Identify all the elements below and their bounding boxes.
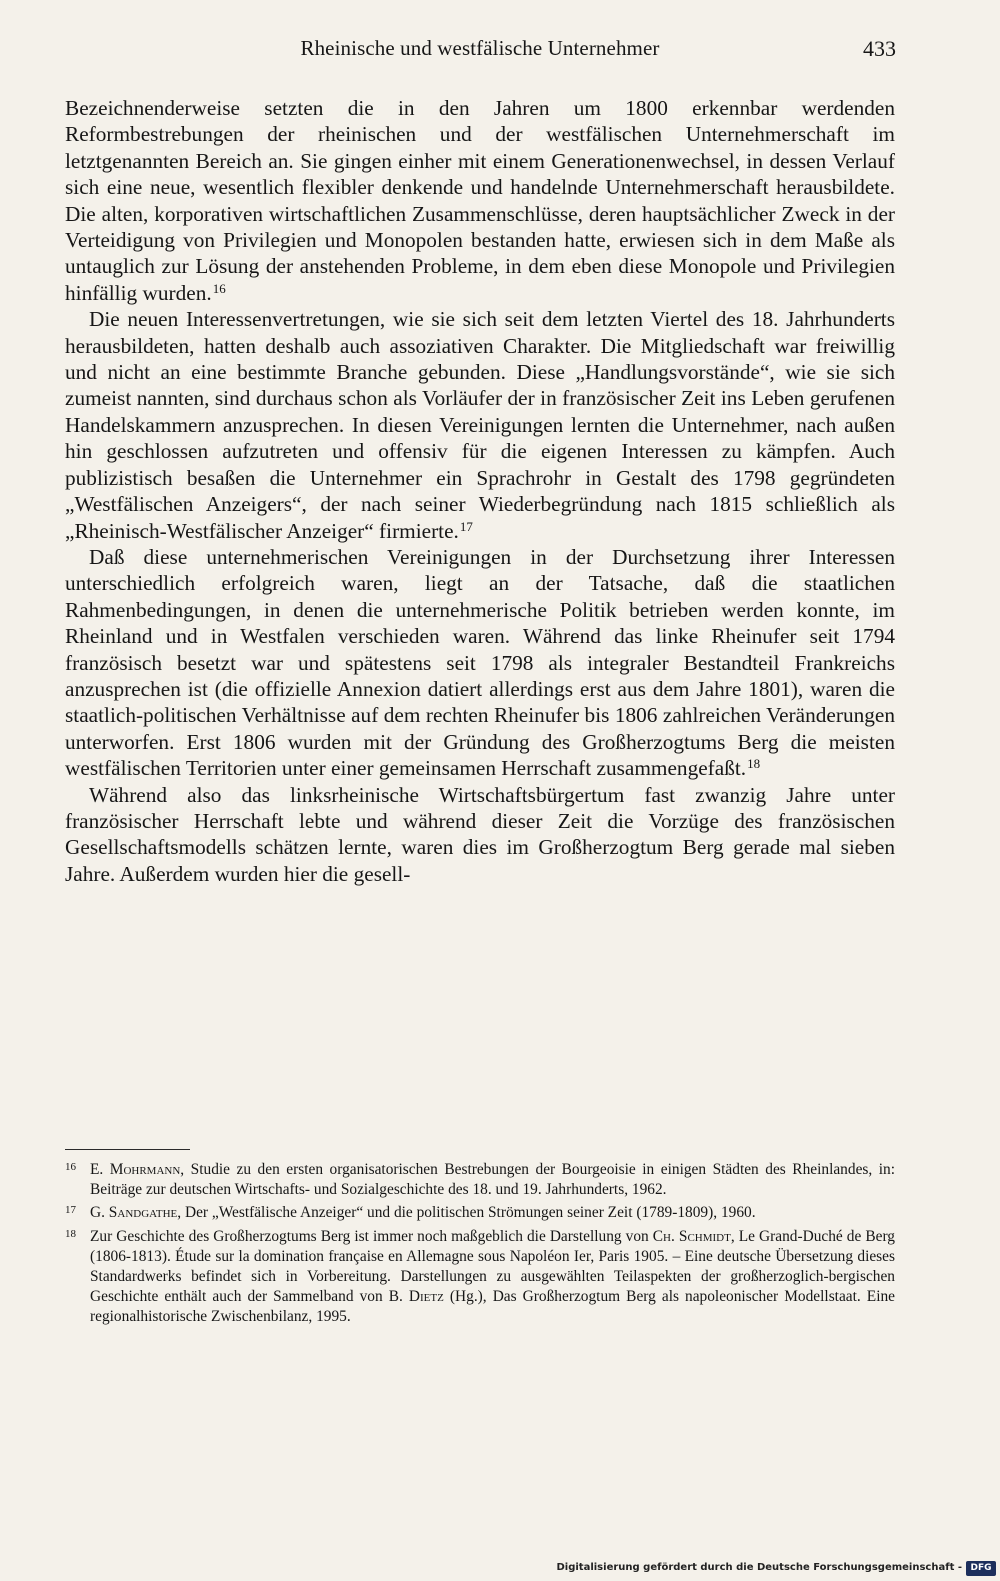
footnote-separator	[65, 1149, 190, 1150]
running-title: Rheinische und westfälische Unternehmer	[300, 36, 660, 60]
footnote-text: , Le Grand-Duché de Berg (1806-1813). Étude sur la domination française en Allemagne sous Napoléon Ier, Paris 1905. – Eine deutsche Übersetzung dieses Standardwerks befindet sich in Vorbereitung. Darstellungen zu ausgewählten Teilaspekten der großherzoglich-bergischen Geschichte enthält auch der Sammelband von B.	[90, 1227, 896, 1306]
body-text	[65, 95, 895, 887]
paragraph-text: Daß diese unternehmerischen Vereinigungen in der Durchsetzung ihrer Interessen unterschiedlich erfolgreich waren, liegt an der Tatsache, daß die staatlichen Rahmenbedingungen, in denen die unternehmerische Politik betrieben werden konnte, im Rheinland und in Westfalen verschieden waren. Während das linke Rheinufer seit 1794 französisch besetzt war und spätestens seit 1798 als integraler Bestandteil Frankreichs anzusprechen ist (die offizielle Annexion datiert allerdings erst aus dem Jahre 1801), waren die staatlich-politischen Verhältnisse auf dem rechten Rheinufer bis 1806 zahlreichen Veränderungen unterworfen. Erst 1806 wurden mit der Gründung des Großherzogtums Berg die meisten westfälischen Territorien unter einer gemeinsamen Herrschaft zusammengefaßt.	[65, 544, 895, 781]
footnote-text: , Studie zu den ersten organisatorischen Bestrebungen der Bourgeoisie in einigen Städten des Rheinlandes, in: Beiträge zur deutschen Wirtschafts- und Sozialgeschichte des 18. und 19. Jahrhunderts, 1962.	[90, 1161, 895, 1199]
paragraph-text: Bezeichnenderweise setzten die in den Jahren um 1800 erkennbar werdenden Reformbestrebungen der rheinischen und der westfälischen Unternehmerschaft im letztgenannten Bereich an. Sie gingen einher mit einem Generationenwechsel, in dessen Verlauf sich eine neue, wesentlich flexibler denkende und handelnde Unternehmerschaft herausbildete. Die alten, korporativen wirtschaftlichen Zusammenschlüsse, deren hauptsächlicher Zweck in der Verteidigung von Privilegien und Monopolen bestanden hatte, erwiesen sich in dem Maße als untauglich zur Lösung der anstehenden Probleme, in dem eben diese Monopole und Privilegien hinfällig wurden.	[65, 96, 895, 305]
footnote-number: 17	[65, 1204, 76, 1217]
footnotes	[65, 1160, 895, 1331]
footnote-number: 18	[65, 1227, 76, 1240]
footnote-author: Ch. Schmidt	[652, 1227, 731, 1245]
paragraph-4	[65, 782, 895, 888]
paragraph-text: Die neuen Interessenvertretungen, wie sie sich seit dem letzten Viertel des 18. Jahrhunderts herausbildeten, hatten deshalb auch assoziativen Charakter. Die Mitgliedschaft war freiwillig und nicht an eine bestimmte Branche gebunden. Diese „Handlungsvorstände“, wie sie sich zumeist nannten, sind durchaus schon als Vorläufer der in französischer Zeit ins Leben gerufenen Handelskammern anzusprechen. In diesen Vereinigungen lernten die Unternehmer, nach außen hin geschlossen aufzutreten und offensiv für die eigenen Interessen zu kämpfen. Auch publizistisch besaßen die Unternehmer ein Sprachrohr in Gestalt des 1798 gegründeten „Westfälischen Anzeigers“, der nach seiner Wiederbegründung nach 1815 schließlich als „Rheinisch-Westfälischer Anzeiger“ firmierte.	[65, 307, 895, 543]
dfg-logo: DFG	[966, 1561, 996, 1576]
paragraph-1	[65, 95, 895, 306]
footnote-17	[65, 1203, 895, 1223]
footnote-text: Zur Geschichte des Großherzogtums Berg ist immer noch maßgeblich die Darstellung von	[90, 1227, 653, 1245]
footnote-18	[65, 1227, 895, 1328]
footnote-ref-17[interactable]: 17	[459, 518, 473, 534]
footnote-author: G. Sandgathe	[90, 1204, 178, 1222]
footnote-16	[65, 1160, 895, 1200]
footnote-author: E. Mohrmann	[90, 1161, 181, 1178]
footnote-text: (Hg.), Das Großherzogtum Berg als napoleonischer Modellstaat. Eine regionalhistorische Zwischenbilanz, 1995.	[90, 1288, 896, 1326]
paragraph-2	[65, 306, 895, 544]
footnote-number: 16	[65, 1161, 76, 1173]
footnote-ref-18[interactable]: 18	[747, 756, 761, 772]
footnote-ref-16[interactable]: 16	[212, 280, 226, 296]
digitization-note: Digitalisierung gefördert durch die Deutsche Forschungsgemeinschaft -	[556, 1562, 962, 1573]
footnote-text: , Der „Westfälische Anzeiger“ und die politischen Strömungen seiner Zeit (1789-1809), 1960.	[177, 1204, 756, 1222]
paragraph-text: Während also das linksrheinische Wirtschaftsbürgertum fast zwanzig Jahre unter französischer Herrschaft lebte und während dieser Zeit die Vorzüge des französischen Gesellschaftsmodells schätzen lernte, waren dies im Großherzogtum Berg gerade mal sieben Jahre. Außerdem wurden hier die gesell-	[65, 782, 895, 886]
running-head	[64, 36, 896, 66]
page-number: 433	[863, 36, 896, 61]
footnote-author: Dietz	[408, 1288, 444, 1306]
paragraph-3	[65, 544, 895, 782]
